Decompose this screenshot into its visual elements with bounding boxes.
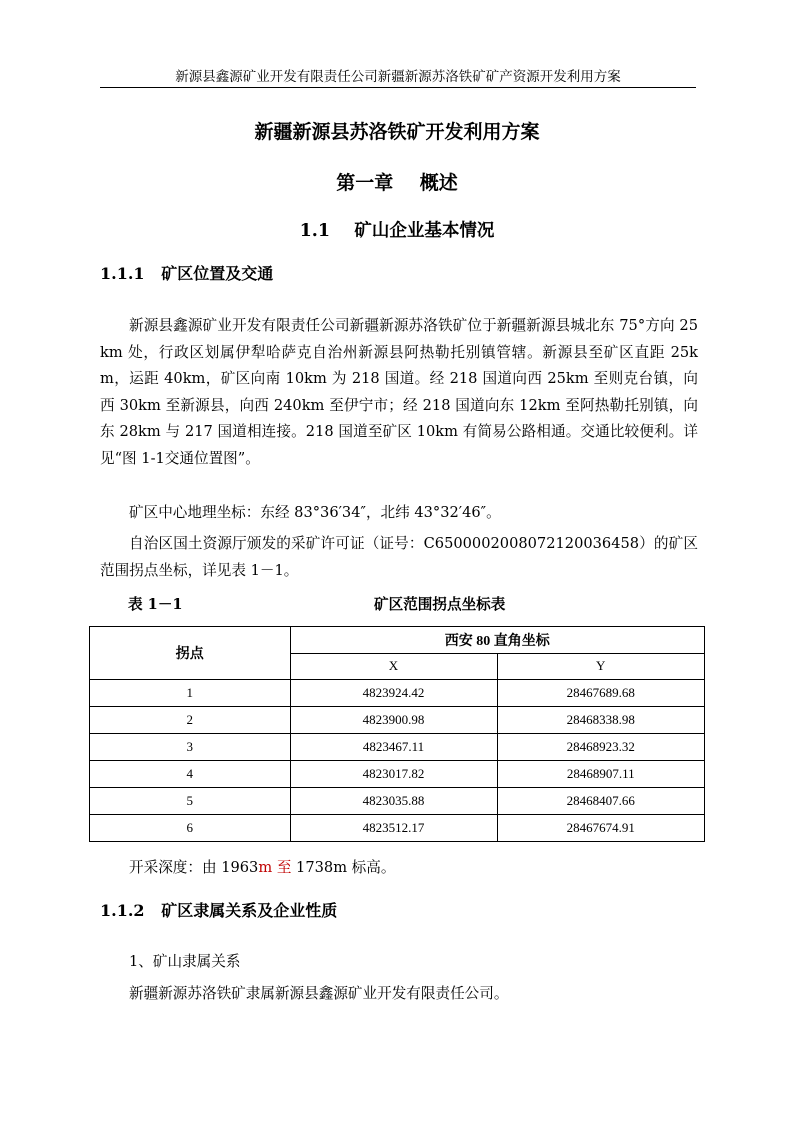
cell-point: 1 (90, 679, 290, 706)
cell-x: 4823035.88 (290, 787, 497, 814)
coordinates-table (89, 626, 705, 842)
cell-x: 4823017.82 (290, 760, 497, 787)
section-heading: 1.1 矿山企业基本情况 (299, 221, 495, 241)
cell-point: 4 (90, 760, 290, 787)
table-row (90, 706, 704, 733)
table-number: 表 1－1 (128, 596, 183, 613)
running-header: 新源县鑫源矿业开发有限责任公司新疆新源苏洛铁矿矿产资源开发利用方案 (100, 68, 696, 88)
table-row (90, 679, 704, 706)
cell-point: 2 (90, 706, 290, 733)
affiliation-list-item: 1、矿山隶属关系 (129, 953, 241, 970)
chapter-heading: 第一章 概述 (336, 172, 458, 194)
column-header-coordinate-system: 西安 80 直角坐标 (290, 627, 704, 653)
cell-x: 4823512.17 (290, 814, 497, 841)
table-title: 矿区范围拐点坐标表 (374, 596, 506, 613)
cell-point: 5 (90, 787, 290, 814)
table-row (90, 814, 704, 841)
subsection-heading-location: 1.1.1 矿区位置及交通 (100, 264, 274, 283)
column-header-point: 拐点 (90, 627, 290, 679)
cell-point: 6 (90, 814, 290, 841)
affiliation-paragraph: 新疆新源苏洛铁矿隶属新源县鑫源矿业开发有限责任公司。 (129, 985, 509, 1002)
cell-y: 28467689.68 (497, 679, 704, 706)
table-caption (128, 594, 698, 616)
cell-y: 28468407.66 (497, 787, 704, 814)
mining-depth-suffix: 1738m 标高。 (291, 859, 396, 876)
table-row (90, 760, 704, 787)
cell-y: 28468923.32 (497, 733, 704, 760)
license-paragraph: 自治区国土资源厅颁发的采矿许可证（证号：C6500002008072120036458）的矿区范围拐点坐标，详见表 1－1。 (100, 535, 698, 579)
mining-depth-line (129, 857, 395, 879)
subsection-heading-affiliation: 1.1.2 矿区隶属关系及企业性质 (100, 901, 338, 920)
table-row (90, 787, 704, 814)
cell-point: 3 (90, 733, 290, 760)
center-coordinates-paragraph: 矿区中心地理坐标：东经 83°36′34″，北纬 43°32′46″。 (129, 504, 501, 521)
cell-x: 4823900.98 (290, 706, 497, 733)
cell-y: 28468907.11 (497, 760, 704, 787)
cell-y: 28467674.91 (497, 814, 704, 841)
table-row (90, 733, 704, 760)
column-header-x: X (290, 653, 497, 679)
column-header-y: Y (497, 653, 704, 679)
document-title: 新疆新源县苏洛铁矿开发利用方案 (254, 121, 540, 143)
cell-x: 4823467.11 (290, 733, 497, 760)
cell-y: 28468338.98 (497, 706, 704, 733)
mining-depth-highlight: m 至 (258, 859, 292, 876)
location-paragraph: 新源县鑫源矿业开发有限责任公司新疆新源苏洛铁矿位于新疆新源县城北东 75°方向 25km 处，行政区划属伊犁哈萨克自治州新源县阿热勒托别镇管辖。新源县至矿区直距 25km，运距 40km，矿区向南 10km 为 218 国道。经 218 国道向西 25km 至则克台镇，向西 30km 至新源县，向西 240km 至伊宁市；经 218 国道向东 12km 至阿热勒托别镇，向东 28km 与 217 国道相连接。218 国道至矿区 10km 有简易公路相通。交通比较便利。详见“图 1-1交通位置图”。 (100, 317, 698, 467)
cell-x: 4823924.42 (290, 679, 497, 706)
mining-depth-prefix: 开采深度：由 1963 (129, 859, 259, 876)
